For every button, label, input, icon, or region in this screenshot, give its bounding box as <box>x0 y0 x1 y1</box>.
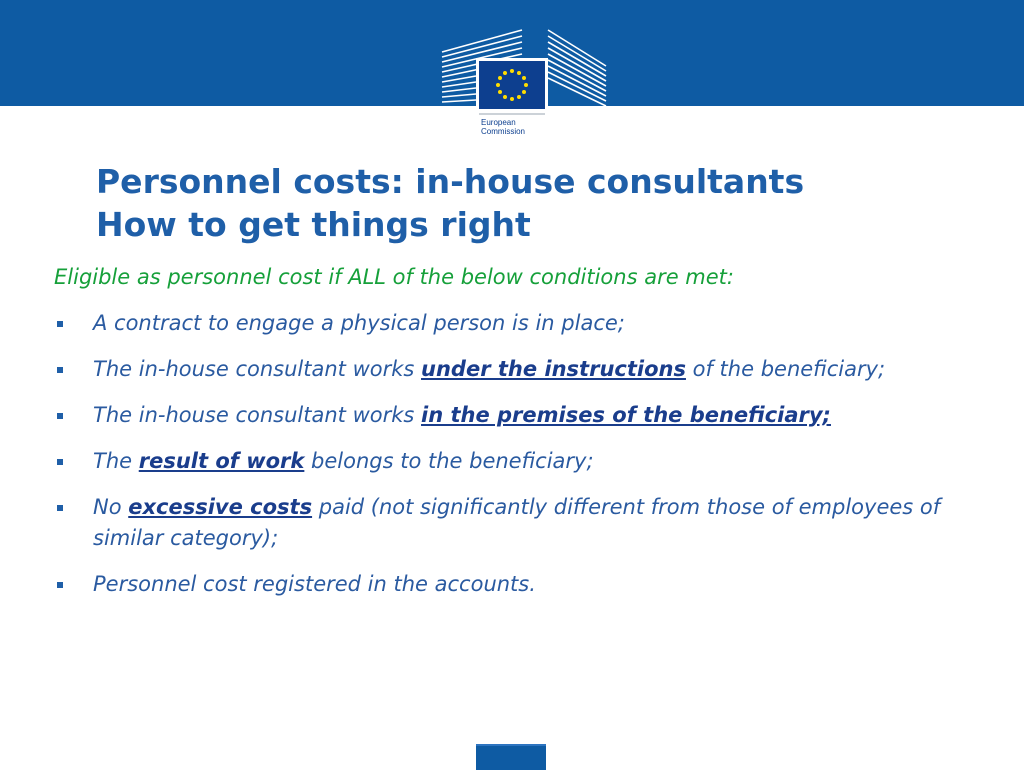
bullet-emphasis: under the instructions <box>421 357 686 381</box>
logo-text-line1: European <box>481 118 516 127</box>
title-line-2: How to get things right <box>96 205 531 244</box>
bullet-marker-icon <box>57 367 63 373</box>
bullet-emphasis: in the premises of the beneficiary; <box>421 403 831 427</box>
logo-text-line2: Commission <box>481 127 526 136</box>
intro-text: Eligible as personnel cost if ALL of the below conditions are met: <box>54 265 734 289</box>
bullet-marker-icon <box>57 321 63 327</box>
bullet-text-post: paid (not significantly different from those of employees of similar category); <box>93 495 941 550</box>
bullet-text-post: of the beneficiary; <box>685 357 886 381</box>
eu-commission-logo-icon <box>438 28 610 146</box>
list-item <box>54 354 974 385</box>
bullet-text-pre: The in-house consultant works <box>93 403 422 427</box>
bullet-text-pre: No <box>93 495 129 519</box>
bullet-marker-icon <box>57 582 63 588</box>
list-item <box>54 446 974 477</box>
bullet-text-post: belongs to the beneficiary; <box>304 449 594 473</box>
footer-flag-tab <box>476 744 546 770</box>
bullet-emphasis: excessive costs <box>128 495 313 519</box>
conditions-list <box>54 308 974 615</box>
bullet-marker-icon <box>57 459 63 465</box>
bullet-text-pre: The in-house consultant works <box>93 357 422 381</box>
bullet-emphasis: result of work <box>138 449 305 473</box>
bullet-marker-icon <box>57 505 63 511</box>
bullet-marker-icon <box>57 413 63 419</box>
bullet-text: Personnel cost registered in the accounts. <box>93 572 536 596</box>
slide-title <box>96 160 976 246</box>
bullet-text-pre: The <box>93 449 139 473</box>
title-line-1: Personnel costs: in-house consultants <box>96 162 805 201</box>
list-item <box>54 308 974 339</box>
list-item <box>54 400 974 431</box>
list-item <box>54 569 974 600</box>
list-item <box>54 492 974 554</box>
bullet-text: A contract to engage a physical person is in place; <box>93 311 625 335</box>
